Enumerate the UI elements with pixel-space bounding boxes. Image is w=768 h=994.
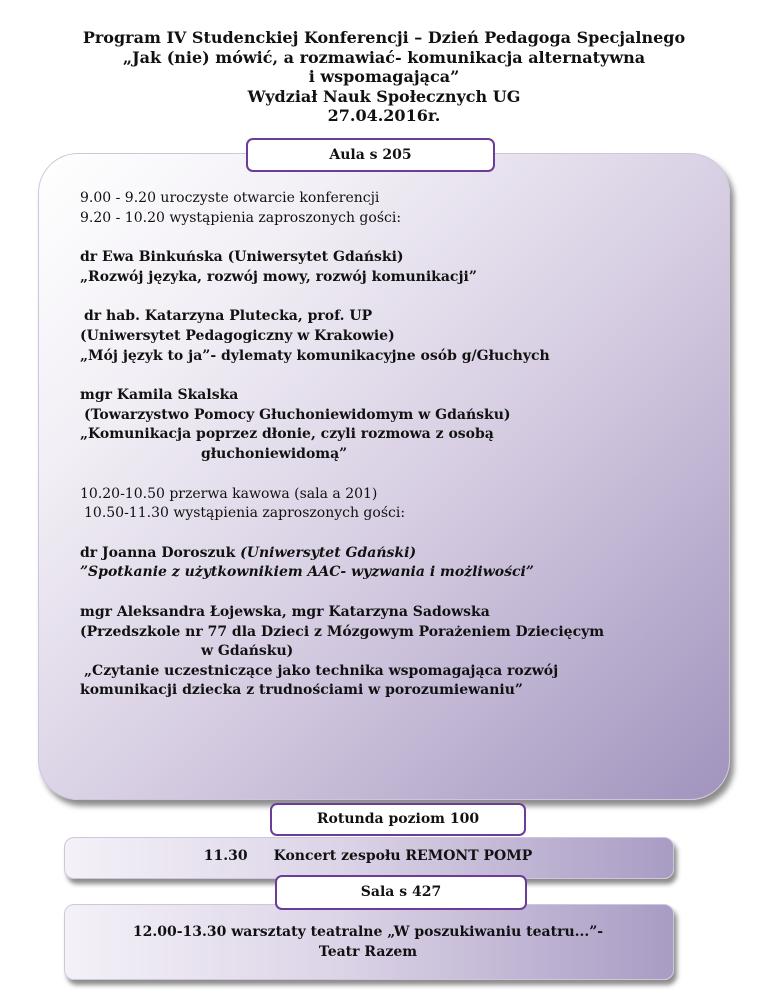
guests-line-1: 9.20 - 10.20 wystąpienia zaproszonych gości: [80,209,402,226]
talk2-title: „Mój język to ja”- dylematy komunikacyjne osób g/Głuchych [80,347,550,364]
talk3-title-line-2: głuchoniewidomą” [201,445,348,462]
sala-event-line-1: 12.00-13.30 warsztaty teatralne „W poszukiwaniu teatru...”- [132,924,604,940]
rotunda-event-title: Koncert zespołu REMONT POMP [273,848,533,864]
talk4-speaker-line [80,544,720,564]
talk5-title-line-2: komunikacji dziecka z trudnościami w porozumiewaniu” [80,682,523,699]
talk5-affiliation-line-1: (Przedszkole nr 77 dla Dzieci z Mózgowym Porażeniem Dziecięcym [80,623,605,640]
talk3-affiliation: (Towarzystwo Pomocy Głuchoniewidomym w Gdańsku) [84,406,511,423]
aula-schedule [80,189,720,701]
guests-line-2: 10.50-11.30 wystąpienia zaproszonych gości: [84,505,406,522]
header-line-4: Wydział Nauk Społecznych UG [247,86,521,106]
header-line-2: „Jak (nie) mówić, a rozmawiać- komunikacja alternatywna [122,47,646,67]
talk3-speaker: mgr Kamila Skalska [80,387,239,404]
rotunda-time: 11.30 [203,848,248,864]
talk1-title: „Rozwój języka, rozwój mowy, rozwój komunikacji” [80,268,477,285]
sala-event-line-2: Teatr Razem [318,944,418,960]
rotunda-tab: Rotunda poziom 100 [270,803,526,836]
header-line-1: Program IV Studenckiej Konferencji – Dzień Pedagoga Specjalnego [82,28,686,47]
talk3-title-line-1: „Komunikacja poprzez dłonie, czyli rozmowa z osobą [80,426,494,443]
rotunda-event [64,837,672,877]
aula-tab: Aula s 205 [246,138,495,172]
talk4-speaker: dr Joanna Doroszuk [80,544,236,561]
document-header [0,28,768,126]
talk5-speakers: mgr Aleksandra Łojewska, mgr Katarzyna Sadowska [80,603,490,620]
talk2-affiliation: (Uniwersytet Pedagogiczny w Krakowie) [80,327,395,344]
break-line: 10.20-10.50 przerwa kawowa (sala a 201) [80,485,378,502]
talk2-speaker: dr hab. Katarzyna Plutecka, prof. UP [84,308,373,325]
sala-event [64,922,672,962]
talk4-affiliation: (Uniwersytet Gdański) [240,544,417,561]
opening-line: 9.00 - 9.20 uroczyste otwarcie konferencji [80,190,380,206]
header-date: 27.04.2016r. [327,106,441,125]
talk5-title-line-1: „Czytanie uczestniczące jako technika wspomagająca rozwój [84,662,559,679]
talk5-affiliation-line-2: w Gdańsku) [201,643,294,660]
talk4-title: ”Spotkanie z użytkownikiem AAC- wyzwania i możliwości” [80,564,534,581]
sala-tab: Sala s 427 [275,875,527,910]
talk1-speaker: dr Ewa Binkuńska (Uniwersytet Gdański) [80,249,404,266]
header-line-3: i wspomagająca” [308,67,460,86]
